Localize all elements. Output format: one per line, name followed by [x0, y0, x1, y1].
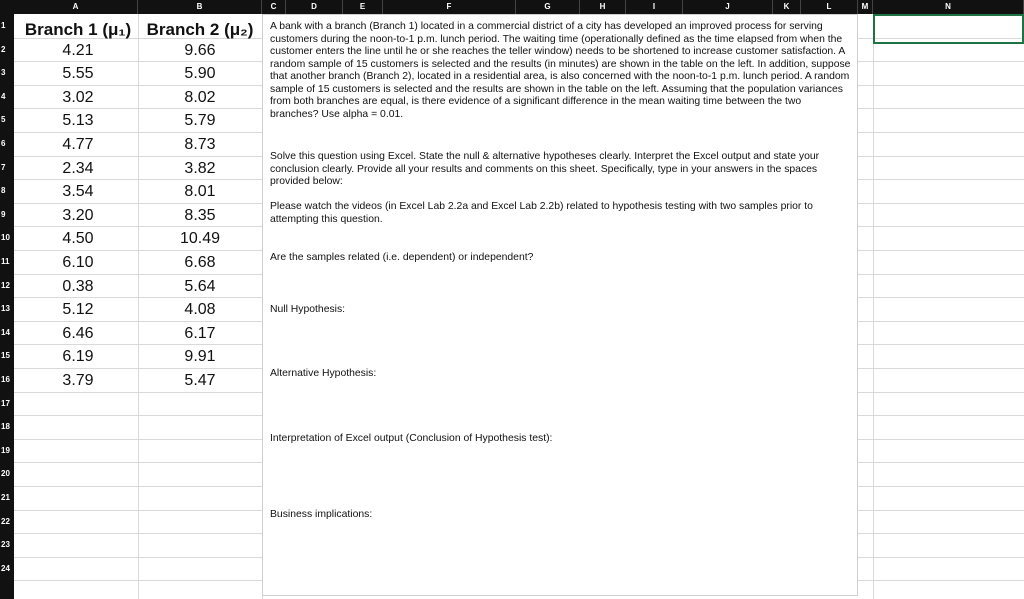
branch1-value-cell[interactable]: 0.38 [62, 277, 94, 295]
row-header-17[interactable]: 17 [1, 398, 10, 408]
column-header-i[interactable]: I [626, 0, 683, 14]
row-header-14[interactable]: 14 [1, 327, 10, 337]
row-header-13[interactable]: 13 [1, 304, 10, 314]
branch1-value-cell[interactable]: 3.20 [62, 206, 94, 224]
branch2-value-cell[interactable]: 5.64 [184, 277, 216, 295]
row-header-7[interactable]: 7 [1, 162, 6, 172]
row-header-4[interactable]: 4 [1, 91, 6, 101]
branch2-value-cell[interactable]: 8.02 [184, 88, 216, 106]
row-header-15[interactable]: 15 [1, 351, 10, 361]
grid-column-line [873, 14, 874, 599]
branch2-value-cell[interactable]: 10.49 [179, 230, 221, 248]
branch1-value-cell[interactable]: 4.77 [62, 136, 94, 153]
branch2-value-cell[interactable]: 9.66 [184, 41, 216, 59]
column-header-d[interactable]: D [286, 0, 343, 14]
column-header-c[interactable]: C [262, 0, 286, 14]
branch1-value-cell[interactable]: 6.19 [62, 348, 94, 366]
branch2-value-cell[interactable]: 4.08 [184, 301, 216, 319]
branch2-value-cell[interactable]: 8.01 [184, 183, 216, 201]
column-header-j[interactable]: J [683, 0, 773, 14]
branch2-value-cell[interactable]: 8.35 [184, 206, 216, 224]
branch2-value-cell[interactable]: 8.73 [184, 136, 216, 153]
row-header-24[interactable]: 24 [1, 563, 10, 573]
column-header-h[interactable]: H [580, 0, 626, 14]
instructions-text: Solve this question using Excel. State the null & alternative hypotheses clearly. Interpret the Excel output and state your conclusion clearly. Provide all your results and comments on this sheet. Specifically, type in your answers in the spaces provided below: [270, 151, 820, 187]
branch2-value-cell[interactable]: 6.17 [184, 324, 216, 342]
row-header-6[interactable]: 6 [1, 139, 6, 148]
header-branch-2[interactable]: Branch 2 (μ₂) [146, 20, 254, 39]
row-header-10[interactable]: 10 [1, 233, 10, 243]
row-header-20[interactable]: 20 [1, 469, 10, 479]
row-header-11[interactable]: 11 [1, 257, 10, 266]
branch1-value-cell[interactable]: 4.21 [62, 41, 94, 59]
branch1-value-cell[interactable]: 3.54 [62, 183, 94, 201]
row-header-18[interactable]: 18 [1, 422, 10, 432]
column-header-b[interactable]: B [138, 0, 262, 14]
column-header-a[interactable]: A [14, 0, 138, 14]
branch2-value-cell[interactable]: 5.90 [184, 65, 216, 83]
column-header-g[interactable]: G [516, 0, 580, 14]
row-header-1[interactable]: 1 [1, 21, 6, 30]
row-header-23[interactable]: 23 [1, 540, 10, 550]
interpretation-label: Interpretation of Excel output (Conclusion of Hypothesis test): [270, 433, 553, 444]
question-textbox[interactable] [262, 14, 858, 596]
column-header-n[interactable]: N [873, 0, 1024, 14]
branch2-value-cell[interactable]: 9.91 [184, 348, 216, 366]
branch1-value-cell[interactable]: 5.55 [62, 65, 94, 83]
selected-cell-n1[interactable] [873, 14, 1024, 44]
branch1-value-cell[interactable]: 3.02 [62, 88, 94, 106]
null-hypothesis-label: Null Hypothesis: [270, 304, 346, 315]
videos-text: Please watch the videos (in Excel Lab 2.2a and Excel Lab 2.2b) related to hypothesis testing with two samples prior to attempting this question. [270, 201, 813, 225]
row-header-3[interactable]: 3 [1, 68, 6, 78]
column-header-e[interactable]: E [343, 0, 383, 14]
branch2-value-cell[interactable]: 6.68 [184, 254, 216, 271]
branch2-value-cell[interactable]: 5.47 [184, 372, 216, 389]
business-implications-label: Business implications: [270, 509, 373, 520]
branch1-value-cell[interactable]: 6.10 [62, 254, 94, 271]
branch2-value-cell[interactable]: 3.82 [184, 159, 216, 177]
branch1-value-cell[interactable]: 3.79 [62, 372, 94, 389]
row-header-5[interactable]: 5 [1, 115, 6, 125]
row-header-2[interactable]: 2 [1, 44, 6, 54]
row-header-22[interactable]: 22 [1, 516, 10, 526]
branch1-value-cell[interactable]: 2.34 [62, 159, 94, 177]
branch1-value-cell[interactable]: 4.50 [62, 230, 94, 248]
row-header-19[interactable]: 19 [1, 445, 10, 455]
related-question: Are the samples related (i.e. dependent) or independent? [270, 252, 534, 263]
branch2-value-cell[interactable]: 5.79 [184, 112, 216, 130]
branch1-value-cell[interactable]: 6.46 [62, 324, 94, 342]
row-header-21[interactable]: 21 [1, 493, 10, 502]
column-header-m[interactable]: M [858, 0, 873, 14]
row-header-9[interactable]: 9 [1, 209, 6, 219]
row-header-8[interactable]: 8 [1, 186, 6, 196]
column-header-f[interactable]: F [383, 0, 516, 14]
branch1-value-cell[interactable]: 5.12 [62, 301, 94, 319]
alternative-hypothesis-label: Alternative Hypothesis: [270, 368, 377, 379]
problem-text: A bank with a branch (Branch 1) located in a commercial district of a city has developed an improved process for serving customers during the noon-to-1 p.m. lunch period. The waiting time (operationally defined as the time elapsed from when the customer enters the line until he or she reaches the teller window) needs to be shortened to increase customer satisfaction. A random sample of 15 customers is selected and the results (in minutes) are shown in the table on the left. In addition, suppose that another branch (Branch 2), located in a residential area, is also concerned with the noon-to-1 p.m. lunch period. A random sample of 15 customers is selected and the results are shown in the table on the left. Assuming that the population variances from both branches are equal, is there evidence of a significant difference in the mean waiting time between the two branches? Use alpha = 0.01. [270, 21, 851, 120]
row-header-12[interactable]: 12 [1, 280, 10, 290]
column-header-l[interactable]: L [801, 0, 858, 14]
row-header-16[interactable]: 16 [1, 375, 10, 384]
column-header-k[interactable]: K [773, 0, 801, 14]
header-branch-1[interactable]: Branch 1 (μ₁) [24, 20, 132, 39]
branch1-value-cell[interactable]: 5.13 [62, 112, 94, 130]
grid-column-line [138, 14, 139, 599]
